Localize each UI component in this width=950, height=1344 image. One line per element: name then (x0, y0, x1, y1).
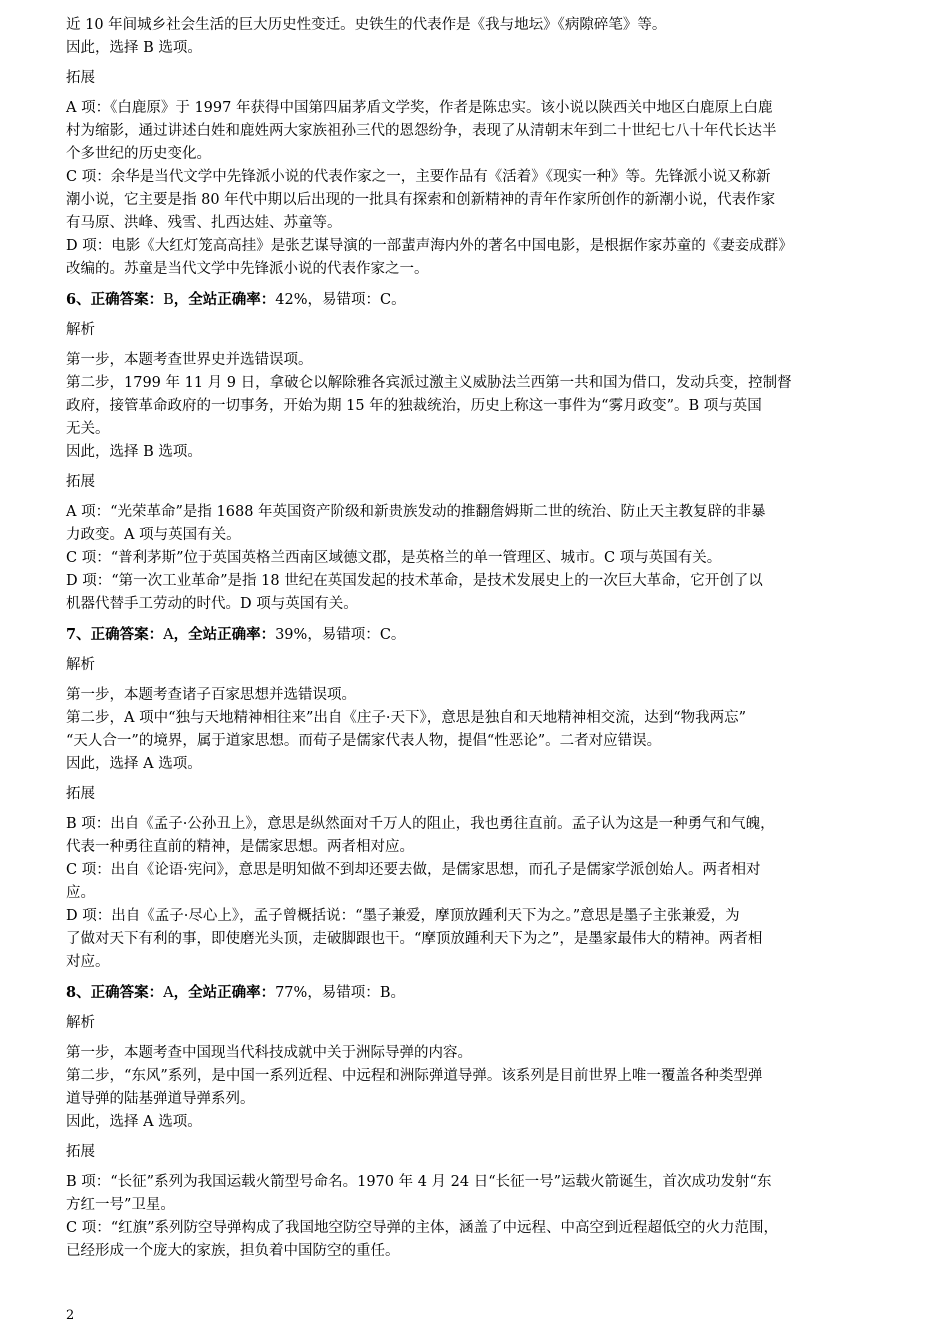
text-line: D 项：电影《大红灯笼高高挂》是张艺谋导演的一部蜚声海内外的著名中国电影，是根据作家苏童的《妻妾成群》 (66, 238, 793, 254)
text-line: 第二步，1799 年 11 月 9 日，拿破仑以解除雅各宾派过激主义威胁法兰西第一共和国为借口，发动兵变，控制督 (66, 375, 792, 391)
text-line: 改编的。苏童是当代文学中先锋派小说的代表作家之一。 (66, 261, 429, 277)
text-line: 机器代替手工劳动的时代。D 项与英国有关。 (66, 596, 358, 612)
spacer (66, 1164, 892, 1171)
answer-label: 、正确答案： (76, 984, 164, 1001)
answer-label: 、正确答案： (76, 626, 164, 643)
spacer (66, 1035, 892, 1042)
text-line: D 项：出自《孟子·尽心上》，孟子曾概括说：“墨子兼爱，摩顶放踵利天下为之。”意思是墨子主张兼爱，为 (66, 908, 740, 924)
common-wrong-label: ，易错项： (307, 292, 380, 308)
text-line: 道导弹的陆基弹道导弹系列。 (66, 1091, 255, 1107)
spacer (66, 342, 892, 349)
accuracy-label: ，全站正确率： (173, 291, 276, 308)
spacer (66, 776, 892, 783)
spacer (66, 1005, 892, 1012)
analysis-label: 解析 (66, 322, 95, 338)
question-answer-header (66, 288, 892, 312)
text-line: A 项：《白鹿原》于 1997 年获得中国第四届茅盾文学奖，作者是陈忠实。该小说以陕西关中地区白鹿原上白鹿 (66, 100, 773, 116)
questions-list (66, 288, 892, 1270)
document-page (66, 14, 892, 1270)
common-wrong-value: C。 (379, 292, 406, 308)
text-line: 有马原、洪峰、残雪、扎西达娃、苏童等。 (66, 215, 342, 231)
question-number: 6 (66, 291, 77, 308)
text-line: 第一步，本题考查中国现当代科技成就中关于洲际导弹的内容。 (66, 1045, 472, 1061)
common-wrong-label: ，易错项： (307, 627, 380, 643)
extension-label: 拓展 (66, 1144, 95, 1160)
answer-value: A (163, 985, 174, 1001)
spacer (66, 464, 892, 471)
analysis-label: 解析 (66, 1015, 95, 1031)
question-answer-header (66, 623, 892, 647)
common-wrong-value: C。 (379, 627, 406, 643)
spacer (66, 1134, 892, 1141)
intro-block (66, 14, 892, 60)
text-line: D 项：“第一次工业革命”是指 18 世纪在英国发起的技术革命，是技术发展史上的一次巨大革命，它开创了以 (66, 573, 763, 589)
accuracy-label: ，全站正确率： (173, 626, 276, 643)
text-line: C 项：“红旗”系列防空导弹构成了我国地空防空导弹的主体，涵盖了中远程、中高空到近程超低空的火力范围， (66, 1220, 779, 1236)
accuracy-value: 39% (275, 627, 308, 643)
text-line: 已经形成一个庞大的家族，担负着中国防空的重任。 (66, 1243, 400, 1259)
text-line: 第二步，A 项中“独与天地精神相往来”出自《庄子·天下》，意思是独自和天地精神相交流，达到“物我两忘” (66, 710, 747, 726)
accuracy-value: 77% (275, 985, 308, 1001)
text-line: 第一步，本题考查世界史并选错误项。 (66, 352, 313, 368)
spacer (66, 1263, 892, 1270)
accuracy-value: 42% (275, 292, 308, 308)
text-line: 代表一种勇往直前的精神，是儒家思想。两者相对应。 (66, 839, 414, 855)
intro-extension-label: 拓展 (66, 70, 95, 86)
question-answer-header (66, 981, 892, 1005)
spacer (66, 677, 892, 684)
text-line: 政府，接管革命政府的一切事务，开始为期 15 年的独裁统治，历史上称这一事件为“雾月政变”。B 项与英国 (66, 398, 762, 414)
spacer (66, 647, 892, 654)
question-number: 8 (66, 984, 77, 1001)
spacer (66, 494, 892, 501)
spacer (66, 312, 892, 319)
text-line: 第二步，“东风”系列，是中国一系列近程、中远程和洲际弹道导弹。该系列是目前世界上唯一覆盖各种类型弹 (66, 1068, 763, 1084)
spacer (66, 806, 892, 813)
text-line: 个多世纪的历史变化。 (66, 146, 211, 162)
text-line: 对应。 (66, 954, 110, 970)
text-line: A 项：“光荣革命”是指 1688 年英国资产阶级和新贵族发动的推翻詹姆斯二世的统治、防止天主教复辟的非暴 (66, 504, 766, 520)
text-line: “天人合一”的境界，属于道家思想。而荀子是儒家代表人物，提倡“性恶论”。二者对应错误。 (66, 733, 662, 749)
text-line: 无关。 (66, 421, 110, 437)
text-line: 力政变。A 项与英国有关。 (66, 527, 241, 543)
extension-label: 拓展 (66, 786, 95, 802)
text-line: C 项：余华是当代文学中先锋派小说的代表作家之一，主要作品有《活着》《现实一种》等。先锋派小说又称新 (66, 169, 771, 185)
answer-value: A (163, 627, 174, 643)
text-line: 了做对天下有利的事，即使磨光头顶，走破脚跟也干。“摩顶放踵利天下为之”，是墨家最伟大的精神。两者相 (66, 931, 763, 947)
analysis-label: 解析 (66, 657, 95, 673)
spacer (66, 616, 892, 623)
intro-extension-block (66, 97, 892, 281)
spacer (66, 281, 892, 288)
common-wrong-value: B。 (379, 985, 405, 1001)
text-line: B 项：“长征”系列为我国运载火箭型号命名。1970 年 4 月 24 日“长征一号”运载火箭诞生，首次成功发射“东 (66, 1174, 772, 1190)
spacer (66, 974, 892, 981)
answer-value: B (163, 292, 174, 308)
accuracy-label: ，全站正确率： (173, 984, 276, 1001)
text-line: 方红一号”卫星。 (66, 1197, 175, 1213)
extension-label: 拓展 (66, 474, 95, 490)
text-line: 近 10 年间城乡社会生活的巨大历史性变迁。史铁生的代表作是《我与地坛》《病隙碎笔》等。 (66, 17, 667, 33)
text-line: 因此，选择 B 选项。 (66, 40, 202, 56)
spacer (66, 60, 892, 67)
spacer (66, 90, 892, 97)
question-number: 7 (66, 626, 77, 643)
text-line: 潮小说，它主要是指 80 年代中期以后出现的一批具有探索和创新精神的青年作家所创作的新潮小说，代表作家 (66, 192, 776, 208)
text-line: C 项：出自《论语·宪问》，意思是明知做不到却还要去做，是儒家思想，而孔子是儒家学派创始人。两者相对 (66, 862, 761, 878)
text-line: C 项：“普利茅斯”位于英国英格兰西南区域德文郡，是英格兰的单一管理区、城市。C 项与英国有关。 (66, 550, 722, 566)
answer-label: 、正确答案： (76, 291, 164, 308)
text-line: 村为缩影，通过讲述白姓和鹿姓两大家族祖孙三代的恩怨纷争，表现了从清朝末年到二十世纪七八十年代长达半 (66, 123, 777, 139)
common-wrong-label: ，易错项： (307, 985, 380, 1001)
text-line: 因此，选择 A 选项。 (66, 1114, 202, 1130)
text-line: 因此，选择 A 选项。 (66, 756, 202, 772)
text-line: 第一步，本题考查诸子百家思想并选错误项。 (66, 687, 356, 703)
text-line: 因此，选择 B 选项。 (66, 444, 202, 460)
page-number: 2 (66, 1308, 75, 1323)
text-line: B 项：出自《孟子·公孙丑上》，意思是纵然面对千万人的阻止，我也勇往直前。孟子认为这是一种勇气和气魄， (66, 816, 775, 832)
text-line: 应。 (66, 885, 95, 901)
